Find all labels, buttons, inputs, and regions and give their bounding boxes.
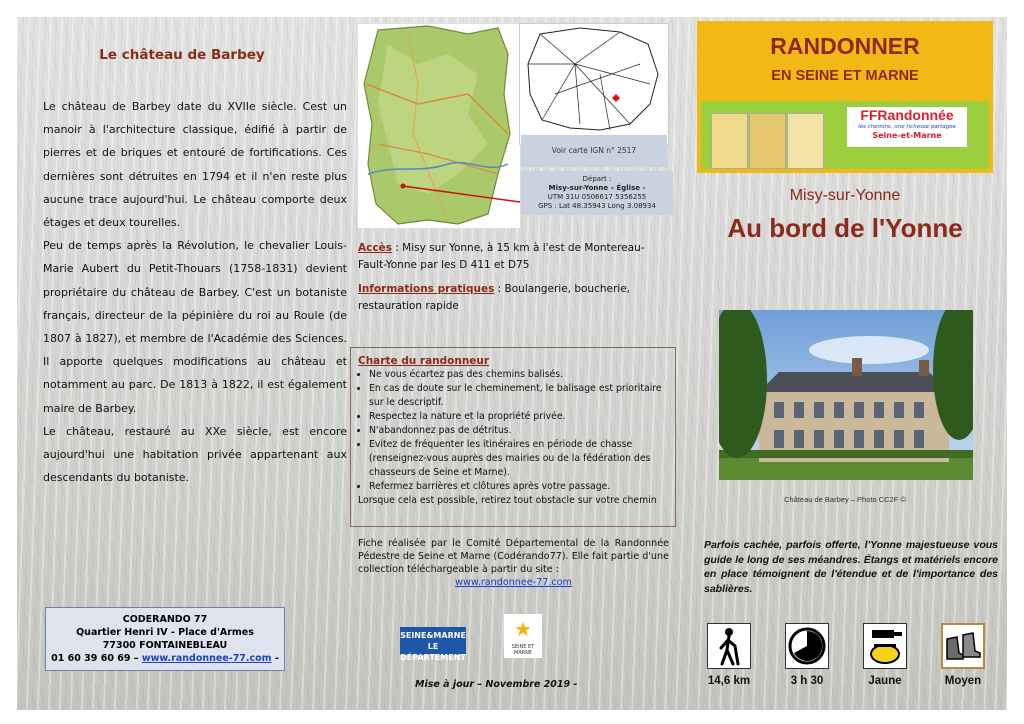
list-item: • En cas de doute sur le cheminement, le balisage est prioritaire sur le descriptif. [369,382,668,410]
ign-map-reference: Voir carte IGN n° 2517 [521,135,667,167]
title-banner [697,21,993,173]
left-panel-body [43,95,347,489]
charter-list [358,368,668,494]
chateau-photo [719,310,973,480]
contact-website-link[interactable]: www.randonnee-77.com [141,653,272,664]
regional-map [357,23,521,229]
photo-caption: Château de Barbey – Photo CC2F © [784,495,906,504]
contact-box [45,607,285,671]
ffrandonnee-logo [847,107,967,147]
ffr-name: FFRandonnée [860,107,954,123]
start-utm: UTM 31U 0506617 5356255 [547,193,647,201]
guidebook-cover-image [749,113,786,169]
contact-phone: 01 60 39 60 69 – [51,653,139,664]
star-logo-caption: SEINE ET MARNE [511,644,535,656]
france-locator-map [519,23,669,145]
access-info [358,240,669,273]
paragraph: Le château de Barbey date du XVIIe siècle. Cest un manoir à l'architecture classique, édifié à partir de pierres et de briques et entouré de fortifications. Ces dernières sont détruites en 1794 et il n'en reste plus aucune trace aujourd'hui. Le château comporte deux étages et deux tourelles. [43,100,347,230]
contact-address-line-1: Quartier Henri IV - Place d'Armes [76,627,254,638]
start-label: Départ : [582,175,612,183]
practical-info-text: : Boulangerie, boucherie, restauration rapide [358,283,631,312]
credits-text [358,537,669,589]
charter-title: Charte du randonneur [358,355,490,367]
town-name: Misy-sur-Yonne [789,187,901,204]
duration-value: 3 h 30 [790,675,824,687]
contact-phone-line [46,652,284,665]
list-item: • Ne vous écartez pas des chemins balisés. [369,368,668,382]
star-icon: ★ [514,617,532,641]
access-text: : Misy sur Yonne, à 15 km à l'est de Montereau-Fault-Yonne par les D 411 et D75 [358,242,645,271]
charter-footer: Lorsque cela est possible, retirez tout obstacle sur votre chemin [358,495,657,506]
left-panel-title: Le château de Barbey [99,47,265,63]
star-logo [504,614,542,658]
paragraph: Peu de temps après la Révolution, le chevalier Louis-Marie Aubert du Petit-Thouars (1758-1831) devient propriétaire du château de Barbey. C'est un botaniste français, directeur de la pépinière du roi au Roule (de 1807 à 1827), et membre de l'Académie des Sciences. Il apporte quelques modifications au château et notamment au parc. De 1813 à 1822, il est également maire de Barbey. [43,239,347,415]
credits-body: Fiche réalisée par le Comité Départemental de la Randonnée Pédestre de Seine et Marne (Codérando77). Elle fait partie d'une collection téléchargeable à partir du site : [358,538,669,575]
paint-marking-icon [863,623,907,669]
practical-info [358,281,658,314]
page-title: Au bord de l'Yonne [727,213,963,243]
start-point-box [521,171,673,215]
france-locator-graphic [520,24,668,136]
start-place: Misy-sur-Yonne – Église - [548,184,646,192]
contact-name: CODERANDO 77 [122,614,208,625]
collection-website-link[interactable]: www.randonnee-77.com [455,577,572,588]
distance-value: 14,6 km [707,675,751,687]
list-item: • Evitez de fréquenter les itinéraires en période de chasse (renseignez-vous auprès des mairies ou de la fédération des chasseurs de Seine et Marne). [369,438,668,480]
ffr-tagline: les chemins, une richesse partagée [858,124,956,130]
contact-address-line-2: 77300 FONTAINEBLEAU [102,640,228,651]
banner-subtitle: EN SEINE ET MARNE [771,68,919,84]
list-item: • N'abandonnez pas de détritus. [369,424,668,438]
list-item: • Refermez barrières et clôtures après votre passage. [369,480,668,494]
regional-map-graphic [358,24,520,228]
update-date: Mise à jour – Novembre 2019 - [415,679,578,690]
practical-info-label: Informations pratiques [358,283,495,295]
brochure-page [17,17,1007,710]
walk-introduction: Parfois cachée, parfois offerte, l'Yonne majestueuse vous guide le long de ses méandres. Étangs et matériels encore en place témoignent de l'étendue et de l'importance des sablières. [704,539,998,595]
guidebook-cover-image [787,113,824,169]
contact-trailing: - [274,653,279,664]
marking-color-value: Jaune [868,675,902,687]
boots-icon [941,623,985,669]
ffr-region: Seine-et-Marne [872,131,942,140]
access-label: Accès [358,242,392,254]
list-item: • Respectez la nature et la propriété privée. [369,410,668,424]
clock-icon [785,623,829,669]
start-gps: GPS : Lat 48.35943 Long 3.08934 [538,202,656,210]
seine-et-marne-logo: SEINE&MARNE LE DÉPARTEMENT [400,627,466,655]
hiker-charter-box [350,347,676,527]
chateau-photo-graphic [719,310,973,480]
guidebook-cover-image [711,113,748,169]
paragraph: Le château, restauré au XXe siècle, est encore aujourd'hui une habitation privée appartenant aux descendants du botaniste. [43,424,347,485]
banner-title: RANDONNER [770,33,920,59]
difficulty-value: Moyen [944,675,982,687]
hiker-icon [707,623,751,669]
